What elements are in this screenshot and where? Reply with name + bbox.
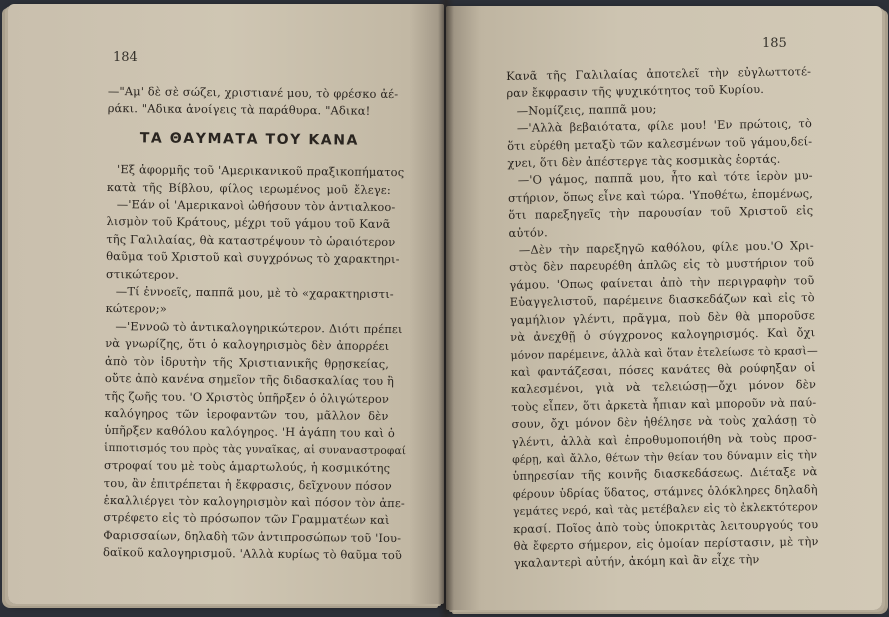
- text-line: καὶ φαντάζεσαι, πόσες κανάτες θὰ ρούφηξαν οἱ: [510, 360, 816, 379]
- page-number-right: 185: [762, 36, 787, 51]
- text-line: θὰ ἔφερτο σήμερον, εἰς ὁμοίαν περίστασιν, μὲ τὴν: [513, 534, 819, 553]
- text-line: ὅτι εὑρέθη μεταξὺ τῶν καλεσμένων τοῦ γάμου,δεί-: [507, 133, 813, 153]
- left-page-text: [103, 83, 407, 565]
- text-line: νὰ γνωρίζης, ὅτι ὁ καλογηρισμὸς δὲν ἀπορρέει: [105, 336, 390, 354]
- text-line: —Νομίζεις, παππᾶ μου;: [516, 101, 657, 118]
- text-line: τῆς ζωῆς του. 'Ο Χριστὸς ὑπῆρξεν ὁ ὀλιγώτερον: [104, 388, 390, 406]
- text-line: ἱπποτισμός του πρὸς τὰς γυναῖκας, αἱ συναναστροφαί: [104, 441, 407, 457]
- left-page: [8, 4, 444, 604]
- text-line: στρέφετο εἰς τὸ πρόσωπον τῶν Γραμματέων καὶ: [103, 510, 390, 528]
- text-line: γκαλαντερὶ αὐτήν, ἀκόμη καὶ ἂν εἶχε τὴν: [513, 552, 760, 571]
- text-line: —'Εάν οἱ 'Αμερικανοὶ ὠθήσουν τὸν ἀντιαλκοο-: [116, 197, 396, 215]
- text-line: Κανᾶ τῆς Γαλιλαίας ἀποτελεῖ τὴν εὐγλωττοτέ-: [506, 64, 812, 83]
- chapter-title: ΤΑ ΘΑΥΜΑΤΑ ΤΟΥ ΚΑΝΑ: [139, 130, 360, 149]
- text-line: —'Αλλὰ βεβαιότατα, φίλε μου! 'Εν πρώτοις, τὸ: [516, 116, 813, 136]
- text-line: μόνον παρέμεινε, ἀλλὰ καὶ ὅταν ἐτελείωσε τὸ κρασὶ—: [510, 343, 818, 362]
- text-line: ἀπὸ τὸν ἱδρυτὴν τῆς Χριστιανικῆς θρῃσκείας,: [105, 353, 390, 371]
- text-line: Φαρισσαίων, δηλαδὴ τῶν ἀντιπροσώπων τοῦ 'Ιου-: [103, 527, 402, 545]
- text-line: στὸς δὲν παρευρέθη ἁπλῶς εἰς τὸ μυστήριον τοῦ: [509, 255, 815, 275]
- text-line: γάμου. 'Οπως φαίνεται ἀπὸ τὴν περιγραφὴν τοῦ: [509, 273, 815, 292]
- text-line: —"Αμ' δὲ σὲ σώζει, χριστιανέ μου, τὸ φρέσκο ἀέ-: [107, 83, 399, 102]
- text-line: γλέντι, ἀλλὰ καὶ ἐπροθυμοποιήθη νὰ τοὺς προσ-: [511, 429, 817, 449]
- text-line: δαϊκοῦ καλογηρισμοῦ. 'Αλλὰ κυρίως τὸ θαῦμα τοῦ: [103, 545, 403, 563]
- text-line: του, ἂν ἐπιτρέπεται ἡ ἔκφρασις, δεῖχνουν πόσον: [103, 475, 392, 493]
- text-line: θαῦμα τοῦ Χριστοῦ καὶ συγχρόνως τὸ χαρακτηρι-: [106, 249, 400, 267]
- text-line: 'Εξ ἀφορμῆς τοῦ 'Αμερικανικοῦ πραξικοπήματος: [117, 162, 405, 180]
- text-line: στικώτερον.: [105, 266, 179, 282]
- text-line: αὐτόν.: [508, 225, 548, 240]
- right-page-text: [506, 63, 819, 573]
- text-line: —Δὲν τὴν παρεξηγῶ καθόλου, φίλε μου.'Ο Χρι-: [518, 238, 814, 257]
- text-line: —Τί ἐννοεῖς, παππᾶ μου, μὲ τὸ «χαρακτηριστι-: [115, 284, 394, 302]
- text-line: κρασί. Ποῖος ἀπὸ τοὺς ὑποκριτὰς λειτουργούς του: [513, 516, 819, 536]
- text-line: ἐκαλλιέργει τὸν καλογηρισμὸν καὶ πόσον τὸν ἀπε-: [103, 492, 405, 511]
- text-line: σουν, ὄχι μόνον δὲν ἠθέλησε νὰ τοὺς χαλάσῃ τὸ: [511, 412, 817, 432]
- text-line: τῆς Γαλιλαίας, θὰ καταστρέψουν τὸ ὡραιότερον: [106, 231, 396, 249]
- text-line: γαμήλιον γλέντι, πρᾶγμα, ποὺ δὲν θὰ μποροῦσε: [509, 307, 816, 327]
- page-number-left: 184: [113, 50, 138, 65]
- text-line: στροφαί του μὲ τοὺς ἁμαρτωλούς, ἡ κοσμικότης: [103, 458, 391, 476]
- text-line: γεμάτες νερό, καὶ τὰς μετέβαλεν εἰς τὸ ἐκλεκτότερον: [512, 500, 819, 519]
- text-line: ὑπηρεσίαν τῆς κοινῆς διασκεδάσεως. Διέταξε νὰ: [512, 464, 818, 484]
- text-line: ραν ἔκφρασιν τῆς ψυχικότητος τοῦ Κυρίου.: [506, 82, 765, 101]
- book-gutter: [438, 0, 454, 617]
- text-line: καλεσμένοι, γιὰ νὰ τελειώσῃ—ὄχι μόνον δὲν: [510, 377, 817, 397]
- text-line: ράκι. "Αδικα ἀνοίγεις τὰ παράθυρα. "Αδικα!: [107, 101, 371, 119]
- text-line: ὅτι παρεξηγεῖς τὴν παρουσίαν τοῦ Χριστοῦ εἰς: [508, 203, 814, 223]
- text-line: στήριον, ὅπως εἶνε καὶ τώρα. 'Υποθέτω, ἑπομένως,: [507, 186, 814, 205]
- text-line: κώτερον;»: [105, 301, 167, 317]
- text-line: —'Ο γάμος, παππᾶ μου, ἦτο καὶ τότε ἱερὸν μυ-: [517, 168, 813, 188]
- text-line: ὑπῆρξεν καθόλου καλόγηρος. 'Η ἀγάπη του καὶ ὁ: [104, 423, 395, 441]
- right-page: [446, 6, 882, 610]
- text-line: κατὰ τῆς Βίβλου, φίλος ιερωμένος μοῦ ἔλεγε:: [106, 179, 391, 197]
- text-line: λισμὸν τοῦ Κράτους, μέχρι τοῦ γάμου τοῦ Κανᾶ: [106, 214, 391, 232]
- text-line: χνει, ὅτι δὲν ἀπέστεργε τὰς κοσμικὰς ἑορτάς.: [507, 151, 781, 171]
- text-line: φέρουν ὑδρίας ὕδατος, στάμνες ὁλόκληρες δηλαδὴ: [512, 481, 818, 501]
- text-line: Εὐαγγελιστοῦ, παρέμεινε διασκεδάζων καὶ εἰς τὸ: [509, 290, 815, 310]
- text-line: φέρῃ, καὶ ἄλλο, θέτων τὴν θείαν του δύναμιν εἰς τὴν: [512, 448, 818, 466]
- text-line: τοὺς εἶπεν, ὅτι ἀρκετὰ ἦπιαν καὶ μποροῦν νὰ παύ-: [511, 394, 817, 414]
- text-line: —'Εννοῶ τὸ ἀντικαλογηρικώτερον. Διότι πρέπει: [115, 318, 403, 336]
- text-line: καλόγηρος τῶν ἱεροφαντῶν του, μᾶλλον δὲν: [104, 405, 389, 423]
- text-line: οὔτε ἀπὸ κανένα σημεῖον τῆς διδασκαλίας του ἢ: [104, 371, 395, 389]
- text-line: νὰ ἀνεχθῇ ὁ σύγχρονος καλογηρισμός. Καὶ ὄχι: [510, 325, 816, 345]
